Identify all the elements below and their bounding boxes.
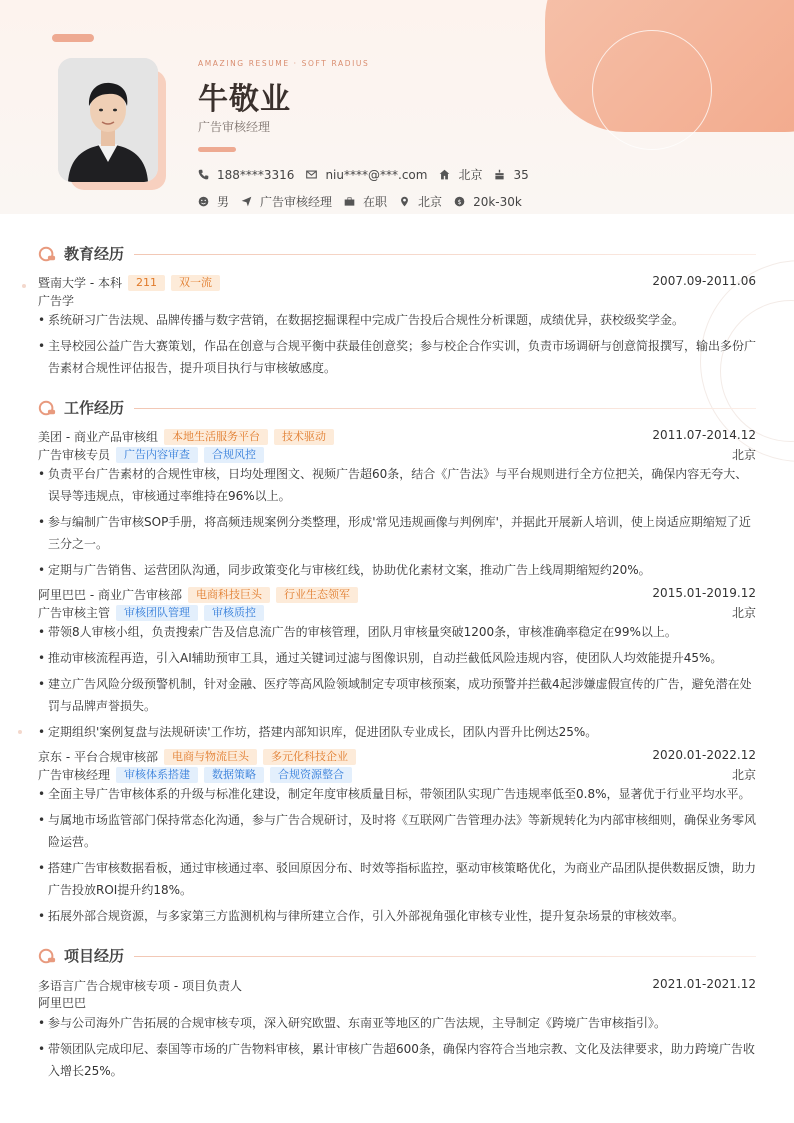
skill-tag: 审核团队管理: [116, 605, 198, 621]
gender-text: 男: [217, 195, 230, 209]
decorative-tab: [52, 34, 94, 42]
list-item: • 带领团队完成印尼、泰国等市场的广告物料审核，累计审核广告超600条，确保内容符合当地宗教、文化及法律要求，助力跨境广告收入增长25%。: [38, 1042, 755, 1078]
skill-tag: 广告内容审查: [116, 447, 198, 463]
job-date: 2011.07-2014.12: [652, 428, 756, 442]
job-date: 2020.01-2022.12: [652, 748, 756, 762]
company-name: 美团 - 商业产品审核组: [38, 430, 158, 444]
list-item: • 定期组织'案例复盘与法规研读'工作坊，搭建内部知识库，促进团队专业成长，团队内晋升比例达25%。: [38, 725, 598, 739]
decorative-dot: [18, 730, 22, 734]
status-text: 在职: [363, 195, 388, 209]
section-divider: [134, 956, 756, 957]
skill-tag: 合规风控: [204, 447, 264, 463]
list-item: • 参与编制广告审核SOP手册，将高频违规案例分类整理，形成'常见违规画像与判例库'，并据此开展新人培训，使上岗适应期缩短了近三分之一。: [38, 515, 751, 551]
skill-tag: 审核质控: [204, 605, 264, 621]
company-name: 阿里巴巴 - 商业广告审核部: [38, 588, 182, 602]
avatar: [58, 58, 158, 182]
section-marker-icon: [38, 399, 56, 417]
svg-text:$: $: [457, 198, 462, 206]
job-intent-row: [198, 193, 534, 210]
city-text: 北京: [458, 168, 483, 182]
home-icon: [439, 169, 450, 180]
company-tag: 本地生活服务平台: [164, 429, 268, 445]
section-marker-icon: [38, 947, 56, 965]
section-divider: [134, 408, 756, 409]
email-text: niu****@***.com: [325, 167, 428, 182]
job-city: 北京: [731, 768, 756, 782]
job-city: 北京: [731, 606, 756, 620]
education-major-line: [38, 292, 756, 310]
skill-tag: 数据策略: [204, 767, 264, 783]
send-icon: [241, 196, 252, 207]
decorative-ring: [592, 30, 712, 150]
list-item: • 负责平台广告素材的合规性审核，日均处理图文、视频广告超60条，结合《广告法》与平台规则进行全方位把关，确保内容无夸大、误导等违规点，审核通过率维持在96%以上。: [38, 467, 748, 503]
cake-icon: [494, 169, 505, 180]
school-tag: 双一流: [171, 275, 220, 291]
candidate-role: 广告审核经理: [198, 120, 271, 134]
company-tag: 电商科技巨头: [188, 587, 270, 603]
skill-tag: 合规资源整合: [270, 767, 352, 783]
company-tag: 技术驱动: [274, 429, 334, 445]
city-item: [439, 166, 482, 183]
job-city: 北京: [731, 448, 756, 462]
project-name: 多语言广告合规审核专项 - 项目负责人: [38, 979, 242, 993]
header-tagline: AMAZING RESUME · SOFT RADIUS: [198, 59, 370, 68]
list-item: • 与属地市场监管部门保持常态化沟通，参与广告合规研讨，及时将《互联网广告管理办法》等新规转化为内部审核细则，确保业务零风险运营。: [38, 813, 757, 849]
list-item: • 定期与广告销售、运营团队沟通，同步政策变化与审核红线，协助优化素材文案，推动广告上线周期缩短约20%。: [38, 563, 651, 577]
section-title: 工作经历: [64, 399, 125, 417]
smiley-icon: [198, 196, 209, 207]
list-item: • 系统研习广告法规、品牌传播与数字营销，在数据挖掘课程中完成广告投后合规性分析课题，成绩优异，获校级奖学金。: [38, 313, 685, 327]
education-heading: [38, 274, 756, 292]
target-city-item: [399, 193, 442, 210]
briefcase-icon: [344, 196, 355, 207]
job-heading: [38, 748, 756, 766]
job-title-line: [38, 766, 756, 784]
contact-row: [198, 166, 541, 183]
candidate-name: 牛敬业: [198, 82, 291, 117]
list-item: • 建立广告风险分级预警机制，针对金融、医疗等高风险领域制定专项审核预案，成功预警并拦截4起涉嫌虚假宣传的广告，避免潜在处罚与品牌声誉损失。: [38, 677, 752, 713]
school-name: 暨南大学 - 本科: [38, 276, 122, 290]
job-heading: [38, 428, 756, 446]
list-item: • 拓展外部合规资源，与多家第三方监测机构与律所建立合作，引入外部视角强化审核专业性，提升复杂场景的审核效率。: [38, 909, 685, 923]
resume-header: [0, 0, 794, 214]
project-org: 阿里巴巴: [38, 996, 87, 1010]
location-pin-icon: [399, 196, 410, 207]
age-item: [494, 168, 528, 182]
salary-item: [454, 195, 522, 209]
project-date: 2021.01-2021.12: [652, 977, 756, 991]
target-position-item: [241, 193, 332, 210]
company-tag: 行业生态领军: [276, 587, 358, 603]
section-title: 教育经历: [64, 245, 125, 263]
phone-text: 188****3316: [217, 167, 295, 182]
email-icon: [306, 169, 317, 180]
target-city-text: 北京: [418, 195, 443, 209]
list-item: • 全面主导广告审核体系的升级与标准化建设，制定年度审核质量目标，带领团队实现广告违规率低至0.8%，显著优于行业平均水平。: [38, 787, 751, 801]
money-icon: [454, 196, 465, 207]
target-position-text: 广告审核经理: [260, 195, 333, 209]
skill-tag: 审核体系搭建: [116, 767, 198, 783]
section-title: 项目经历: [64, 947, 125, 965]
company-tag: 多元化科技企业: [263, 749, 356, 765]
job-title: 广告审核经理: [38, 768, 111, 782]
age-text: 35: [513, 167, 529, 182]
accent-bar: [198, 147, 236, 152]
phone-item: [198, 168, 294, 182]
job-heading: [38, 586, 756, 604]
section-marker-icon: [38, 245, 56, 263]
section-project: [38, 945, 756, 967]
job-title: 广告审核专员: [38, 448, 111, 462]
section-divider: [134, 254, 756, 255]
email-item: [306, 168, 427, 182]
list-item: • 主导校园公益广告大赛策划，作品在创意与合规平衡中获最佳创意奖；参与校企合作实训，负责市场调研与创意简报撰写，输出多份广告素材合规性评估报告，提升项目执行与审核敏感度。: [38, 339, 757, 375]
phone-icon: [198, 169, 209, 180]
project-org-line: [38, 994, 756, 1012]
list-item: • 带领8人审核小组，负责搜索广告及信息流广告的审核管理，团队月审核量突破1200条，审核准确率稳定在99%以上。: [38, 625, 677, 639]
major: 广告学: [38, 294, 75, 308]
status-item: [344, 193, 387, 210]
job-date: 2015.01-2019.12: [652, 586, 756, 600]
gender-item: [198, 193, 229, 210]
list-item: • 搭建广告审核数据看板，通过审核通过率、驳回原因分布、时效等指标监控，驱动审核策略优化，为商业产品团队提供数据反馈，助力广告投放ROI提升约18%。: [38, 861, 757, 897]
project-heading: [38, 977, 756, 995]
decorative-dot: [22, 284, 26, 288]
section-work: [38, 397, 756, 419]
salary-text: 20k-30k: [473, 194, 522, 209]
company-name: 京东 - 平台合规审核部: [38, 750, 158, 764]
job-title-line: [38, 446, 756, 464]
company-tag: 电商与物流巨头: [164, 749, 257, 765]
list-item: • 参与公司海外广告拓展的合规审核专项，深入研究欧盟、东南亚等地区的广告法规，主导制定《跨境广告审核指引》。: [38, 1016, 667, 1030]
education-date: 2007.09-2011.06: [652, 274, 756, 288]
school-tag: 211: [128, 275, 165, 291]
list-item: • 推动审核流程再造，引入AI辅助预审工具，通过关键词过滤与图像识别，自动拦截低风险违规内容，使团队人均效能提升45%。: [38, 651, 723, 665]
job-title-line: [38, 604, 756, 622]
section-education: [38, 243, 756, 265]
job-title: 广告审核主管: [38, 606, 111, 620]
